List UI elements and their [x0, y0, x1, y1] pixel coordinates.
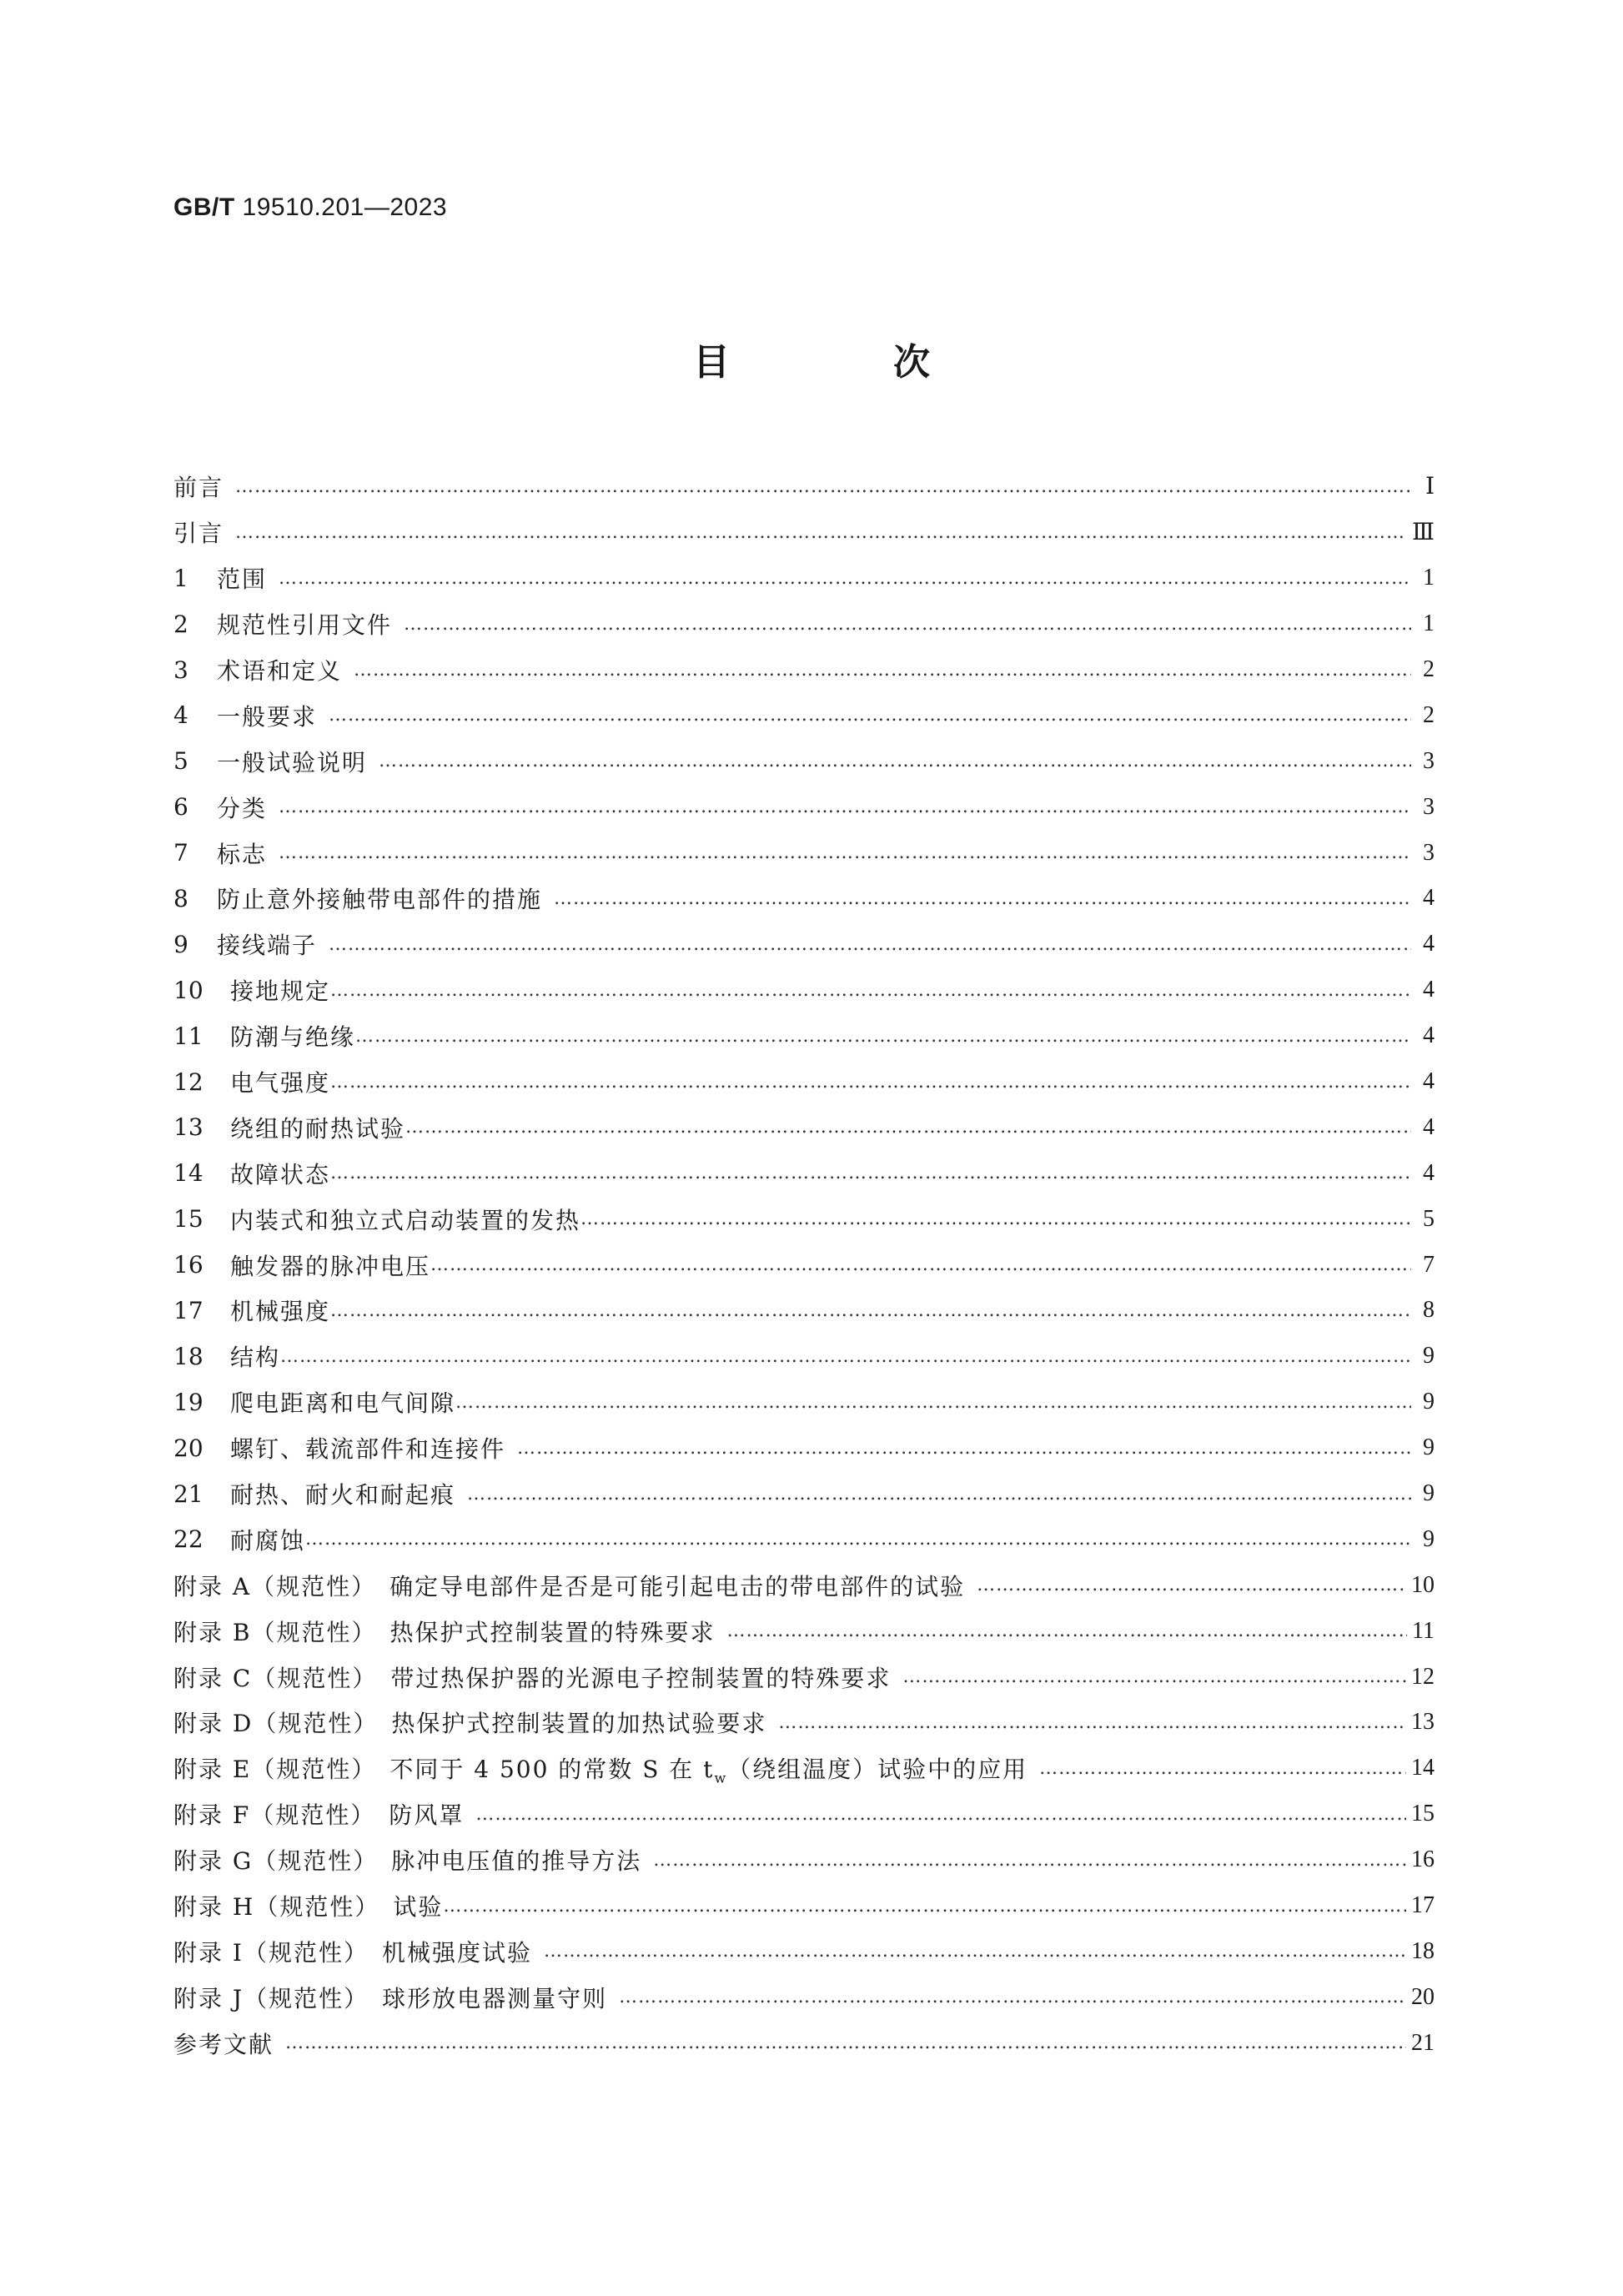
toc-entry-foreword[interactable] [173, 464, 1435, 510]
toc-page-number: 2 [1423, 701, 1435, 728]
dot-leader [726, 1620, 1407, 1641]
toc-page-number: 4 [1423, 885, 1435, 912]
toc-page-number: 2 [1423, 656, 1435, 682]
toc-entry-annex-g[interactable] [173, 1837, 1435, 1883]
toc-label: 前言 [173, 474, 224, 502]
dot-leader [554, 888, 1411, 909]
toc-page-number: 5 [1423, 1205, 1435, 1232]
toc-label: 标志 [217, 840, 268, 868]
dot-leader [902, 1666, 1406, 1687]
toc-label: 防潮与绝缘 [230, 1023, 356, 1052]
toc-page-number: 9 [1423, 1525, 1435, 1552]
toc-entry-20[interactable] [173, 1425, 1435, 1471]
toc-label: 附录 F（规范性） 防风罩 [173, 1801, 465, 1830]
toc-label: 机械强度 [230, 1298, 331, 1326]
toc-page-number: 17 [1411, 1892, 1435, 1919]
toc-label: 附录 C（规范性） 带过热保护器的光源电子控制装置的特殊要求 [173, 1664, 892, 1692]
toc-label: 规范性引用文件 [217, 611, 393, 640]
toc-page-number: 4 [1423, 977, 1435, 1003]
standard-number: 19510.201—2023 [242, 193, 448, 221]
dot-leader [544, 1941, 1406, 1962]
toc-page-number: Ⅲ [1411, 520, 1435, 546]
toc-entry-annex-a[interactable] [173, 1562, 1435, 1608]
toc-label: 内装式和独立式启动装置的发热 [230, 1206, 581, 1234]
toc-page-number: 3 [1423, 747, 1435, 774]
toc-label-part: （绕组温度）试验中的应用 [727, 1755, 1028, 1783]
toc-page-number: 9 [1423, 1343, 1435, 1369]
toc-page-number: 21 [1411, 2029, 1435, 2056]
dot-leader [329, 934, 1411, 955]
toc-label: 附录 I（规范性） 机械强度试验 [173, 1938, 532, 1967]
table-of-contents [173, 464, 1435, 2066]
toc-page-number: 4 [1423, 1113, 1435, 1140]
toc-page-number: 4 [1423, 1022, 1435, 1049]
toc-page-number: 10 [1411, 1571, 1435, 1598]
toc-label: 接地规定 [230, 977, 331, 1006]
toc-page-number: 12 [1411, 1663, 1435, 1690]
toc-section-number: 7 [173, 839, 188, 867]
dot-leader [235, 522, 1407, 543]
toc-section-number: 22 [173, 1525, 204, 1554]
dot-leader [455, 1392, 1411, 1413]
dot-leader [330, 1163, 1411, 1183]
toc-label: 范围 [217, 565, 268, 594]
toc-page-number: 18 [1411, 1937, 1435, 1964]
toc-page-number: 3 [1423, 793, 1435, 820]
toc-page-number: 1 [1423, 610, 1435, 637]
toc-entry-3[interactable] [173, 647, 1435, 693]
toc-page-number: 4 [1423, 931, 1435, 957]
toc-label: 耐热、耐火和耐起痕 [230, 1481, 456, 1510]
dot-leader [235, 476, 1411, 497]
dot-leader [430, 1254, 1411, 1275]
dot-leader [404, 614, 1411, 635]
standard-prefix: GB/T [173, 193, 235, 221]
toc-label: 故障状态 [230, 1160, 331, 1188]
toc-label: 附录 D（规范性） 热保护式控制装置的加热试验要求 [173, 1710, 767, 1738]
toc-label: 一般试验说明 [217, 748, 368, 776]
toc-page-number: 3 [1423, 839, 1435, 866]
toc-section-number: 15 [173, 1205, 204, 1233]
toc-page-number: 15 [1411, 1801, 1435, 1827]
toc-entry-annex-c[interactable] [173, 1654, 1435, 1700]
toc-entry-1[interactable] [173, 555, 1435, 601]
dot-leader [778, 1712, 1406, 1733]
toc-label: 触发器的脉冲电压 [230, 1252, 431, 1280]
toc-entry-19[interactable] [173, 1379, 1435, 1425]
dot-leader [653, 1850, 1406, 1871]
toc-page-number: 4 [1423, 1159, 1435, 1186]
toc-entry-22[interactable] [173, 1516, 1435, 1562]
toc-label [173, 1751, 1028, 1786]
toc-page-number: Ⅰ [1425, 474, 1435, 500]
toc-section-number: 13 [173, 1113, 204, 1142]
toc-section-number: 6 [173, 793, 188, 821]
toc-entry-9[interactable] [173, 922, 1435, 967]
dot-leader [405, 1117, 1411, 1138]
toc-label: 爬电距离和电气间隙 [230, 1389, 456, 1418]
toc-entry-15[interactable] [173, 1196, 1435, 1242]
dot-leader [443, 1896, 1406, 1917]
toc-page-number: 1 [1423, 565, 1435, 591]
dot-leader [355, 1026, 1411, 1047]
toc-entry-annex-e[interactable] [173, 1746, 1435, 1791]
toc-label-subscript: w [714, 1770, 728, 1786]
toc-section-number: 1 [173, 564, 188, 592]
toc-entry-6[interactable] [173, 784, 1435, 830]
toc-entry-annex-j[interactable] [173, 1974, 1435, 2020]
dot-leader [517, 1438, 1411, 1459]
dot-leader [329, 705, 1411, 726]
toc-page-number: 9 [1423, 1434, 1435, 1461]
dot-leader [279, 796, 1411, 817]
toc-entry-17[interactable] [173, 1288, 1435, 1334]
dot-leader [467, 1484, 1411, 1505]
toc-entry-5[interactable] [173, 738, 1435, 784]
toc-entry-annex-f[interactable] [173, 1791, 1435, 1837]
toc-section-number: 19 [173, 1388, 204, 1416]
page-title: 目 次 [693, 341, 993, 384]
toc-label: 结构 [230, 1344, 281, 1372]
dot-leader [279, 842, 1411, 863]
dot-leader [330, 980, 1411, 1001]
toc-entry-8[interactable] [173, 876, 1435, 922]
toc-label: 附录 A（规范性） 确定导电部件是否是可能引起电击的带电部件的试验 [173, 1572, 966, 1600]
toc-section-number: 3 [173, 656, 188, 684]
dot-leader [354, 660, 1411, 681]
toc-page-number: 20 [1411, 1983, 1435, 2010]
toc-label: 耐腐蚀 [230, 1526, 306, 1555]
toc-page-number: 9 [1423, 1389, 1435, 1415]
dot-leader [279, 568, 1411, 589]
toc-section-number: 9 [173, 930, 188, 958]
dot-leader [619, 1987, 1406, 2007]
toc-entry-21[interactable] [173, 1471, 1435, 1517]
toc-entry-4[interactable] [173, 692, 1435, 738]
toc-entry-10[interactable] [173, 967, 1435, 1013]
toc-section-number: 2 [173, 610, 188, 638]
toc-section-number: 11 [173, 1022, 204, 1050]
toc-page-number: 14 [1411, 1755, 1435, 1781]
dot-leader [285, 2032, 1406, 2053]
toc-page-number: 7 [1423, 1251, 1435, 1278]
toc-entry-annex-i[interactable] [173, 1929, 1435, 1975]
toc-label: 防止意外接触带电部件的措施 [217, 886, 543, 914]
toc-page-number: 13 [1411, 1709, 1435, 1736]
toc-entry-bibliography[interactable] [173, 2020, 1435, 2066]
toc-label: 分类 [217, 794, 268, 822]
toc-section-number: 18 [173, 1342, 204, 1370]
dot-leader [330, 1300, 1411, 1321]
toc-section-number: 21 [173, 1480, 204, 1508]
toc-entry-12[interactable] [173, 1059, 1435, 1105]
toc-entry-14[interactable] [173, 1150, 1435, 1196]
dot-leader [305, 1529, 1411, 1550]
toc-entry-13[interactable] [173, 1104, 1435, 1150]
toc-entry-annex-d[interactable] [173, 1700, 1435, 1746]
toc-section-number: 10 [173, 976, 204, 1004]
toc-label: 电气强度 [230, 1069, 331, 1098]
toc-entry-introduction[interactable] [173, 510, 1435, 555]
toc-label: 参考文献 [173, 2030, 274, 2058]
toc-page-number: 4 [1423, 1068, 1435, 1095]
dot-leader [475, 1804, 1406, 1825]
toc-entry-annex-b[interactable] [173, 1608, 1435, 1654]
toc-page-number: 9 [1423, 1480, 1435, 1507]
toc-page-number: 8 [1423, 1297, 1435, 1324]
toc-section-number: 14 [173, 1159, 204, 1188]
dot-leader [977, 1575, 1406, 1595]
toc-label: 附录 J（规范性） 球形放电器测量守则 [173, 1984, 608, 2012]
toc-section-number: 20 [173, 1434, 204, 1462]
toc-entry-11[interactable] [173, 1013, 1435, 1059]
toc-label: 附录 G（规范性） 脉冲电压值的推导方法 [173, 1847, 642, 1876]
toc-label-part: 附录 E（规范性） 不同于 4 500 的常数 S 在 t [173, 1755, 715, 1783]
toc-entry-16[interactable] [173, 1242, 1435, 1288]
toc-entry-annex-h[interactable] [173, 1883, 1435, 1929]
dot-leader [379, 751, 1411, 771]
toc-label: 螺钉、载流部件和连接件 [230, 1435, 506, 1464]
toc-page-number: 11 [1412, 1617, 1435, 1644]
toc-section-number: 8 [173, 884, 188, 912]
toc-section-number: 5 [173, 747, 188, 776]
toc-entry-7[interactable] [173, 830, 1435, 876]
toc-label: 一般要求 [217, 702, 318, 731]
toc-label: 绕组的耐热试验 [230, 1114, 406, 1143]
toc-section-number: 17 [173, 1296, 204, 1324]
toc-label: 引言 [173, 520, 224, 548]
toc-page-number: 16 [1411, 1846, 1435, 1873]
dot-leader [280, 1346, 1411, 1367]
toc-label: 附录 H（规范性） 试验 [173, 1893, 444, 1922]
dot-leader [330, 1072, 1411, 1093]
toc-label: 接线端子 [217, 932, 318, 960]
toc-entry-2[interactable] [173, 601, 1435, 647]
toc-entry-18[interactable] [173, 1334, 1435, 1379]
dot-leader [580, 1208, 1411, 1229]
toc-section-number: 4 [173, 701, 188, 730]
toc-label: 附录 B（规范性） 热保护式控制装置的特殊要求 [173, 1618, 716, 1646]
standard-code [173, 193, 447, 222]
dot-leader [1039, 1758, 1406, 1779]
toc-section-number: 16 [173, 1251, 204, 1279]
toc-section-number: 12 [173, 1068, 204, 1096]
toc-label: 术语和定义 [217, 657, 343, 685]
